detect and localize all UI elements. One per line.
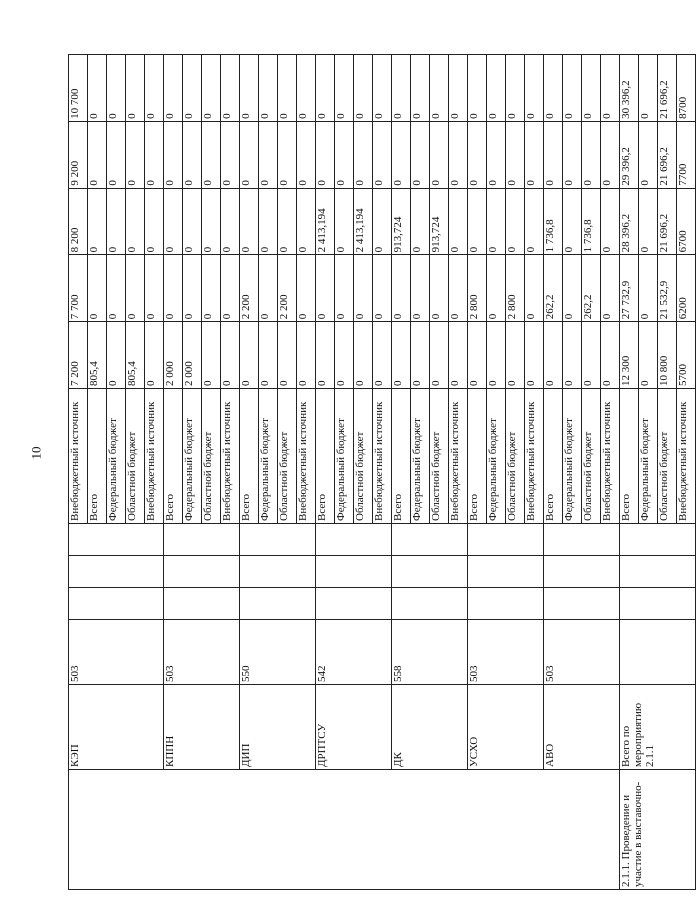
value-cell: 28 396,2 (620, 188, 639, 255)
value-cell: 0 (487, 255, 506, 322)
value-cell: 0 (297, 121, 316, 188)
value-cell: 0 (316, 121, 335, 188)
value-cell: 913,724 (430, 188, 449, 255)
empty-cell (164, 524, 240, 556)
executor-cell: ДРПТСУ (316, 685, 392, 770)
executor-cell: КППН (164, 685, 240, 770)
value-cell: 0 (449, 255, 468, 322)
value-cell: 2 800 (506, 255, 525, 322)
value-cell: 0 (525, 188, 544, 255)
value-cell: 0 (240, 322, 259, 389)
value-cell: 0 (449, 121, 468, 188)
empty-cell (69, 588, 164, 620)
value-cell: 5700 (677, 322, 696, 389)
value-cell: 0 (240, 55, 259, 122)
empty-cell (468, 524, 544, 556)
value-cell: 0 (316, 322, 335, 389)
value-cell: 0 (468, 55, 487, 122)
value-cell: 0 (126, 55, 145, 122)
value-cell: 0 (601, 55, 620, 122)
value-cell: 0 (563, 322, 582, 389)
value-cell: 0 (335, 255, 354, 322)
source-cell: Областной бюджет (126, 389, 145, 524)
value-cell: 0 (145, 121, 164, 188)
table-row (620, 55, 639, 890)
value-cell: 0 (297, 188, 316, 255)
value-cell: 0 (601, 255, 620, 322)
value-cell: 0 (221, 322, 240, 389)
value-cell: 30 396,2 (620, 55, 639, 122)
value-cell: 0 (373, 322, 392, 389)
value-cell: 0 (107, 55, 126, 122)
code-cell: 542 (316, 620, 392, 685)
value-cell: 0 (430, 322, 449, 389)
value-cell: 1 736,8 (582, 188, 601, 255)
value-cell: 0 (601, 188, 620, 255)
value-cell: 0 (582, 55, 601, 122)
value-cell: 0 (335, 188, 354, 255)
value-cell: 0 (259, 188, 278, 255)
value-cell: 0 (544, 55, 563, 122)
value-cell: 0 (145, 188, 164, 255)
value-cell: 0 (487, 322, 506, 389)
empty-cell (69, 524, 164, 556)
value-cell: 262,2 (582, 255, 601, 322)
value-cell: 0 (544, 322, 563, 389)
value-cell: 2 200 (240, 255, 259, 322)
value-cell: 0 (164, 255, 183, 322)
value-cell: 0 (259, 55, 278, 122)
value-cell: 6700 (677, 188, 696, 255)
value-cell: 7700 (677, 121, 696, 188)
source-cell: Федеральный бюджет (411, 389, 430, 524)
empty-cell (240, 556, 316, 588)
empty-cell (620, 556, 696, 588)
value-cell: 0 (221, 121, 240, 188)
value-cell: 0 (88, 188, 107, 255)
value-cell: 21 532,9 (658, 255, 677, 322)
value-cell: 0 (468, 322, 487, 389)
source-cell: Внебюджетный источник (69, 389, 88, 524)
value-cell: 0 (88, 255, 107, 322)
source-cell: Федеральный бюджет (563, 389, 582, 524)
value-cell: 0 (411, 55, 430, 122)
value-cell: 2 000 (183, 322, 202, 389)
value-cell: 0 (278, 121, 297, 188)
value-cell: 0 (525, 121, 544, 188)
source-cell: Всего (620, 389, 639, 524)
value-cell: 0 (126, 255, 145, 322)
value-cell: 0 (316, 255, 335, 322)
value-cell: 0 (525, 55, 544, 122)
source-cell: Федеральный бюджет (107, 389, 126, 524)
value-cell: 0 (202, 255, 221, 322)
value-cell: 0 (354, 255, 373, 322)
value-cell: 0 (107, 121, 126, 188)
source-cell: Всего (164, 389, 183, 524)
value-cell: 0 (601, 121, 620, 188)
value-cell: 0 (183, 121, 202, 188)
value-cell: 0 (297, 55, 316, 122)
value-cell: 0 (335, 322, 354, 389)
value-cell: 2 413,194 (354, 188, 373, 255)
table-row (468, 55, 487, 890)
value-cell: 2 200 (278, 255, 297, 322)
empty-cell (240, 524, 316, 556)
value-cell: 21 696,2 (658, 55, 677, 122)
value-cell: 0 (164, 121, 183, 188)
value-cell: 0 (297, 322, 316, 389)
value-cell: 0 (164, 55, 183, 122)
value-cell: 0 (411, 121, 430, 188)
measure-total-label-cell: Всего по мероприятию 2.1.1 (620, 685, 696, 770)
empty-cell (69, 556, 164, 588)
code-cell: 503 (468, 620, 544, 685)
code-cell: 503 (544, 620, 620, 685)
source-cell: Внебюджетный источник (601, 389, 620, 524)
value-cell: 0 (392, 322, 411, 389)
value-cell: 0 (487, 121, 506, 188)
value-cell: 0 (411, 255, 430, 322)
value-cell: 1 736,8 (544, 188, 563, 255)
value-cell: 2 000 (164, 322, 183, 389)
empty-cell (240, 588, 316, 620)
value-cell: 0 (88, 121, 107, 188)
empty-cell (392, 524, 468, 556)
value-cell: 2 800 (468, 255, 487, 322)
value-cell: 0 (145, 322, 164, 389)
value-cell: 0 (506, 188, 525, 255)
source-cell: Федеральный бюджет (183, 389, 202, 524)
source-cell: Федеральный бюджет (487, 389, 506, 524)
value-cell: 0 (544, 121, 563, 188)
value-cell: 0 (183, 188, 202, 255)
value-cell: 0 (107, 322, 126, 389)
empty-cell (164, 556, 240, 588)
value-cell: 0 (468, 188, 487, 255)
source-cell: Всего (316, 389, 335, 524)
value-cell: 0 (202, 188, 221, 255)
value-cell: 0 (259, 255, 278, 322)
empty-cell (392, 588, 468, 620)
value-cell: 0 (221, 188, 240, 255)
value-cell: 0 (506, 121, 525, 188)
executor-cell: УСХО (468, 685, 544, 770)
financing-table (68, 54, 696, 890)
empty-cell (316, 556, 392, 588)
value-cell: 0 (354, 55, 373, 122)
source-cell: Внебюджетный источник (221, 389, 240, 524)
empty-cell (544, 556, 620, 588)
value-cell: 12 300 (620, 322, 639, 389)
value-cell: 0 (563, 188, 582, 255)
value-cell: 0 (411, 322, 430, 389)
value-cell: 0 (468, 121, 487, 188)
source-cell: Областной бюджет (582, 389, 601, 524)
value-cell: 0 (449, 55, 468, 122)
value-cell: 262,2 (544, 255, 563, 322)
source-cell: Областной бюджет (202, 389, 221, 524)
page-number: 10 (28, 446, 44, 460)
measure-title-cell: 2.1.1. Проведение и участие в выставочно- (620, 770, 696, 890)
value-cell: 0 (183, 55, 202, 122)
value-cell: 0 (582, 121, 601, 188)
value-cell: 0 (373, 188, 392, 255)
value-cell: 0 (259, 322, 278, 389)
code-cell: 550 (240, 620, 316, 685)
source-cell: Федеральный бюджет (639, 389, 658, 524)
value-cell: 0 (335, 121, 354, 188)
value-cell: 805,4 (126, 322, 145, 389)
value-cell: 0 (278, 188, 297, 255)
value-cell: 0 (202, 322, 221, 389)
value-cell: 0 (221, 255, 240, 322)
table-row (240, 55, 259, 890)
value-cell: 0 (601, 322, 620, 389)
value-cell: 0 (373, 255, 392, 322)
value-cell: 0 (278, 322, 297, 389)
value-cell: 0 (392, 55, 411, 122)
source-cell: Всего (544, 389, 563, 524)
value-cell: 0 (373, 55, 392, 122)
empty-cell (620, 588, 696, 620)
empty-cell (164, 588, 240, 620)
source-cell: Всего (392, 389, 411, 524)
source-cell: Федеральный бюджет (259, 389, 278, 524)
source-cell: Внебюджетный источник (145, 389, 164, 524)
value-cell: 0 (316, 55, 335, 122)
value-cell: 0 (335, 55, 354, 122)
value-cell: 9 200 (69, 121, 88, 188)
value-cell: 0 (202, 55, 221, 122)
value-cell: 0 (107, 188, 126, 255)
value-cell: 0 (373, 121, 392, 188)
value-cell: 0 (392, 121, 411, 188)
source-cell: Внебюджетный источник (449, 389, 468, 524)
code-cell: 503 (69, 620, 164, 685)
value-cell: 0 (259, 121, 278, 188)
value-cell: 0 (639, 121, 658, 188)
empty-cell (620, 620, 696, 685)
value-cell: 0 (183, 255, 202, 322)
value-cell: 0 (563, 255, 582, 322)
code-cell: 558 (392, 620, 468, 685)
value-cell: 7 700 (69, 255, 88, 322)
source-cell: Внебюджетный источник (373, 389, 392, 524)
value-cell: 0 (563, 55, 582, 122)
value-cell: 0 (582, 322, 601, 389)
value-cell: 0 (202, 121, 221, 188)
value-cell: 0 (354, 121, 373, 188)
table-row (544, 55, 563, 890)
value-cell: 0 (145, 255, 164, 322)
value-cell: 0 (639, 322, 658, 389)
source-cell: Федеральный бюджет (335, 389, 354, 524)
value-cell: 0 (430, 55, 449, 122)
value-cell: 0 (240, 188, 259, 255)
value-cell: 29 396,2 (620, 121, 639, 188)
empty-cell (316, 524, 392, 556)
value-cell: 0 (525, 255, 544, 322)
value-cell: 10 800 (658, 322, 677, 389)
empty-cell (620, 524, 696, 556)
value-cell: 6200 (677, 255, 696, 322)
value-cell: 21 696,2 (658, 188, 677, 255)
value-cell: 0 (411, 188, 430, 255)
value-cell: 0 (487, 55, 506, 122)
measure-cell-empty (69, 770, 620, 890)
rotated-table-container (68, 55, 689, 890)
empty-cell (544, 588, 620, 620)
source-cell: Внебюджетный источник (297, 389, 316, 524)
empty-cell (316, 588, 392, 620)
value-cell: 0 (107, 255, 126, 322)
value-cell: 2 413,194 (316, 188, 335, 255)
value-cell: 0 (392, 255, 411, 322)
value-cell: 0 (240, 121, 259, 188)
value-cell: 0 (639, 255, 658, 322)
value-cell: 0 (449, 322, 468, 389)
value-cell: 0 (88, 55, 107, 122)
value-cell: 0 (278, 55, 297, 122)
value-cell: 0 (430, 121, 449, 188)
executor-cell: КЭП (69, 685, 164, 770)
empty-cell (544, 524, 620, 556)
table-row (392, 55, 411, 890)
value-cell: 0 (639, 55, 658, 122)
value-cell: 10 700 (69, 55, 88, 122)
source-cell: Всего (468, 389, 487, 524)
executor-cell: ДК (392, 685, 468, 770)
value-cell: 21 696,2 (658, 121, 677, 188)
value-cell: 0 (487, 188, 506, 255)
empty-cell (392, 556, 468, 588)
source-cell: Областной бюджет (658, 389, 677, 524)
value-cell: 0 (164, 188, 183, 255)
value-cell: 0 (126, 188, 145, 255)
value-cell: 805,4 (88, 322, 107, 389)
source-cell: Внебюджетный источник (525, 389, 544, 524)
source-cell: Всего (240, 389, 259, 524)
executor-cell: ДИП (240, 685, 316, 770)
value-cell: 0 (506, 55, 525, 122)
value-cell: 0 (506, 322, 525, 389)
source-cell: Областной бюджет (506, 389, 525, 524)
value-cell: 0 (525, 322, 544, 389)
value-cell: 0 (563, 121, 582, 188)
source-cell: Областной бюджет (278, 389, 297, 524)
value-cell: 7 200 (69, 322, 88, 389)
value-cell: 913,724 (392, 188, 411, 255)
code-cell: 503 (164, 620, 240, 685)
value-cell: 8700 (677, 55, 696, 122)
source-cell: Всего (88, 389, 107, 524)
value-cell: 0 (449, 188, 468, 255)
table-row (164, 55, 183, 890)
source-cell: Областной бюджет (354, 389, 373, 524)
value-cell: 27 732,9 (620, 255, 639, 322)
value-cell: 0 (126, 121, 145, 188)
value-cell: 0 (221, 55, 240, 122)
value-cell: 0 (430, 255, 449, 322)
value-cell: 0 (297, 255, 316, 322)
table-row (316, 55, 335, 890)
empty-cell (468, 556, 544, 588)
value-cell: 8 200 (69, 188, 88, 255)
value-cell: 0 (354, 322, 373, 389)
empty-cell (468, 588, 544, 620)
value-cell: 0 (145, 55, 164, 122)
executor-cell: АВО (544, 685, 620, 770)
source-cell: Областной бюджет (430, 389, 449, 524)
table-body (69, 55, 696, 890)
value-cell: 0 (639, 188, 658, 255)
source-cell: Внебюджетный источник (677, 389, 696, 524)
table-row (69, 55, 88, 890)
